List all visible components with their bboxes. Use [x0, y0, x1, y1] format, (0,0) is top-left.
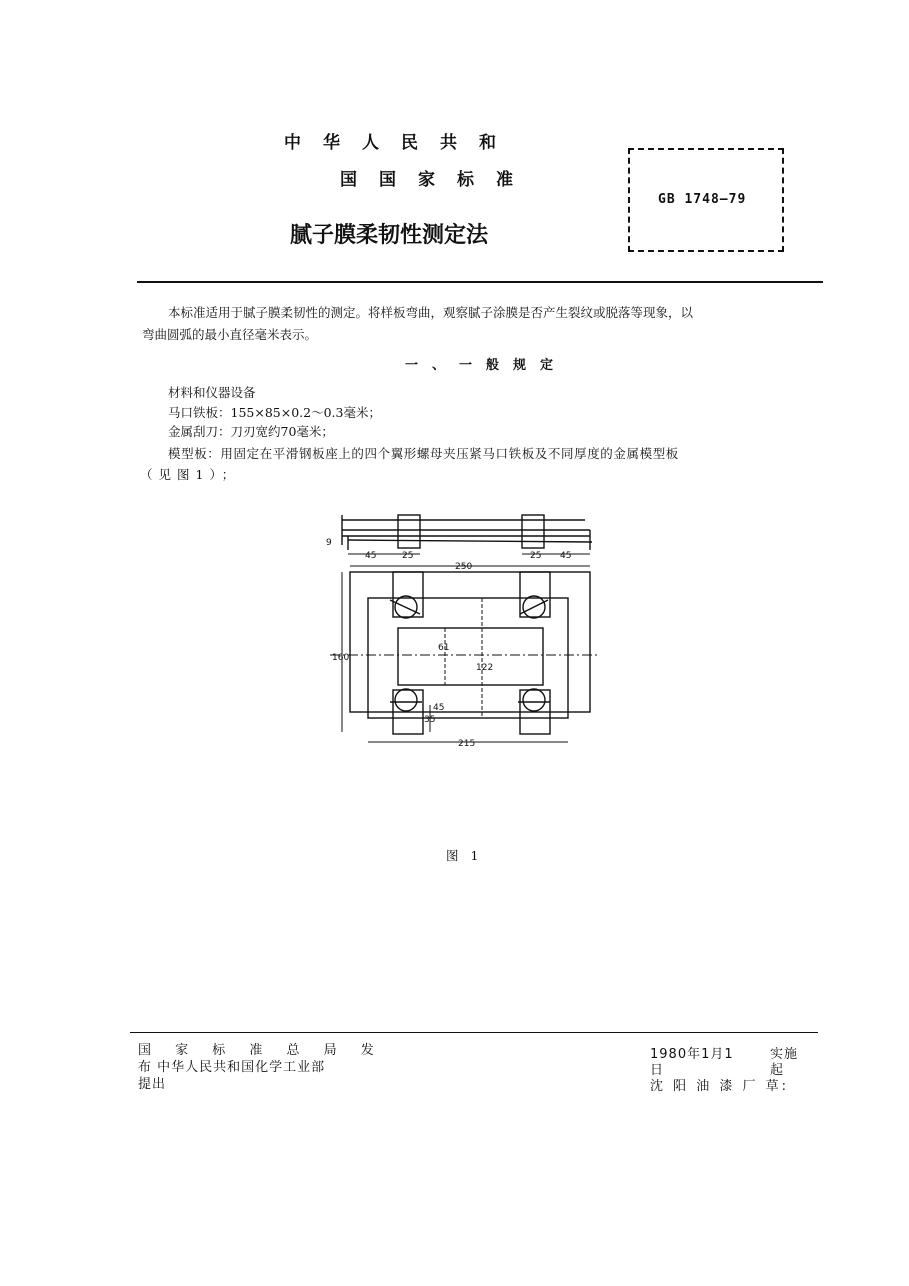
section-item-4: 模型板：用固定在平滑钢板座上的四个翼形螺母夹压紧马口铁板及不同厚度的金属模型板 — [168, 446, 679, 461]
dim-9: 9 — [326, 538, 332, 548]
dim-45-right: 45 — [560, 551, 572, 561]
figure-caption: 图 1 — [446, 848, 483, 863]
standard-number: GB 1748—79 — [658, 192, 747, 207]
header-line-1: 中华人民共和 — [284, 133, 518, 153]
effective-date-day: 日 — [650, 1063, 665, 1078]
mold-plate-figure — [320, 510, 610, 760]
dim-35: 35 — [424, 715, 436, 725]
section-heading: 一、一般规定 — [405, 358, 568, 373]
drafting-unit: 沈 阳 油 漆 厂 草: — [650, 1079, 790, 1094]
dim-45-vertical: 45 — [433, 703, 445, 713]
section-item-1: 材料和仪器设备 — [168, 385, 256, 400]
section-item-4-cont: （见图1）； — [140, 467, 241, 482]
intro-line-2: 弯曲圆弧的最小直径毫米表示。 — [142, 327, 318, 342]
effective-label-start: 起 — [770, 1063, 785, 1078]
effective-label: 实施 — [770, 1047, 799, 1062]
section-item-2: 马口铁板：155×85×0.2～0.3毫米； — [168, 405, 381, 420]
effective-date: 1980年1月1 — [650, 1047, 734, 1062]
dim-61: 61 — [438, 643, 450, 653]
issuer-line-2: 布 中华人民共和国化学工业部 — [138, 1060, 326, 1075]
dim-122: 122 — [476, 663, 494, 673]
issuer-line-1: 国 家 标 准 总 局 发 — [138, 1043, 384, 1058]
dim-25-right: 25 — [530, 551, 542, 561]
dim-215: 215 — [458, 739, 476, 749]
dim-160: 160 — [332, 653, 350, 663]
dim-25-left: 25 — [402, 551, 414, 561]
footer-divider — [130, 1032, 818, 1033]
header-divider — [137, 281, 823, 283]
dim-45-left: 45 — [365, 551, 377, 561]
dim-250: 250 — [455, 562, 473, 572]
issuer-line-3: 提出 — [138, 1077, 167, 1092]
header-line-2: 国国家标准 — [340, 170, 535, 190]
section-item-3: 金属刮刀：刀刃宽约70毫米； — [168, 424, 334, 439]
intro-line-1: 本标准适用于腻子膜柔韧性的测定。将样板弯曲，观察腻子涂膜是否产生裂纹或脱落等现象，以 — [168, 305, 694, 320]
document-title: 腻子膜柔韧性测定法 — [290, 223, 489, 248]
